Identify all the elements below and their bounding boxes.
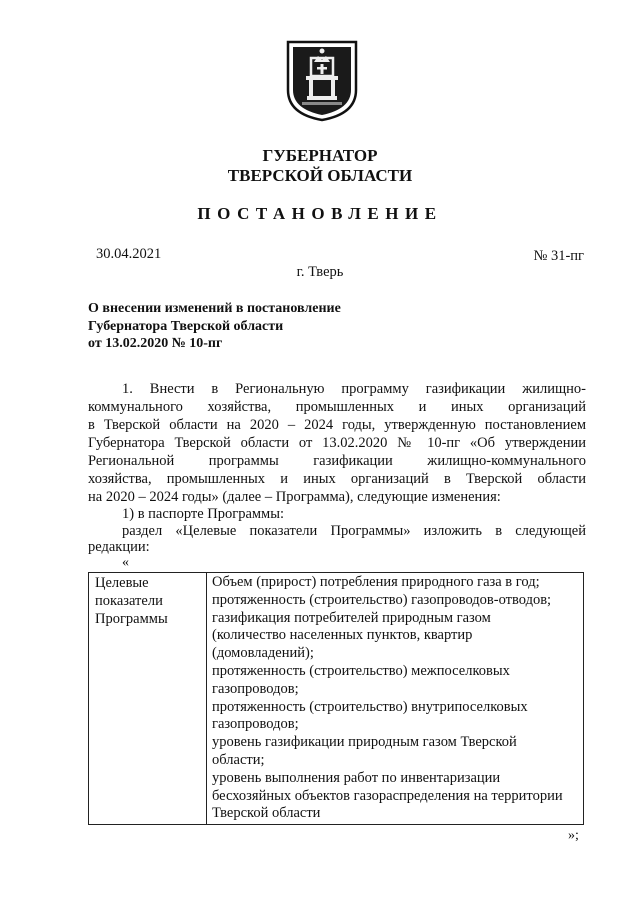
table-value-line: Объем (прирост) потребления природного газа в год; [212, 574, 540, 590]
document-date: 30.04.2021 [96, 246, 162, 262]
body-line: коммунального хозяйства, промышленных и иных организаций [88, 399, 586, 415]
document-number: № 31-пг [533, 248, 584, 264]
table-label-line: Программы [95, 611, 168, 628]
subject-line: от 13.02.2020 № 10-пг [88, 336, 223, 351]
table-value-line: газопроводов; [212, 680, 299, 697]
table-value-line: уровень выполнения работ по инвентаризации [212, 769, 501, 786]
body-line: в Тверской области на 2020 – 2024 годы, утвержденную постановлением [88, 417, 586, 433]
table-value-line: бесхозяйных объектов газораспределения на территории [212, 787, 563, 804]
body-line: 1. Внести в Региональную программу газификации жилищно- [122, 381, 586, 397]
table-value-line: уровень газификации природным газом Тверской [212, 734, 517, 751]
body-line: хозяйства, промышленных и иных организаций в Тверской области [88, 471, 586, 487]
table-label-line: показатели [95, 593, 163, 610]
table-value-line: (количество населенных пунктов, квартир [212, 627, 473, 644]
table-value-line: Тверской области [212, 805, 321, 822]
table-value-line: области; [212, 751, 265, 768]
body-line: 1) в паспорте Программы: [122, 506, 284, 522]
document-subject [88, 300, 341, 353]
body-line: редакции: [88, 539, 150, 555]
issuer-title: ГУБЕРНАТОР [262, 146, 378, 165]
body-line: Региональной программы газификации жилищно-коммунального [88, 453, 586, 469]
document-city: г. Тверь [296, 264, 344, 280]
body-line: на 2020 – 2024 годы» (далее – Программа), следующие изменения: [88, 489, 501, 505]
document-type: ПОСТАНОВЛЕНИЕ [197, 204, 443, 223]
table-value-line: газификация потребителей природным газом [212, 609, 491, 626]
table-label-line: Целевые [95, 575, 149, 591]
body-line: раздел «Целевые показатели Программы» изложить в следующей [122, 523, 586, 539]
subject-line: О внесении изменений в постановление [88, 301, 341, 316]
table-label-cell [95, 574, 168, 629]
body-line: Губернатора Тверской области от 13.02.2020 № 10-пг «Об утверждении [88, 435, 586, 451]
table-value-line: газопроводов; [212, 716, 299, 733]
tver-coat-of-arms-icon [284, 38, 360, 122]
table-value-line: протяженность (строительство) газопроводов-отводов; [212, 591, 552, 608]
subject-line: Губернатора Тверской области [88, 318, 284, 334]
table-value-line: протяженность (строительство) межпоселковых [212, 662, 510, 679]
table-value-cell [212, 574, 563, 823]
table-column-divider [206, 572, 207, 825]
quote-open: « [122, 555, 129, 570]
issuer-region: ТВЕРСКОЙ ОБЛАСТИ [227, 166, 413, 185]
quote-close: »; [568, 828, 579, 843]
table-value-line: (домовладений); [212, 645, 314, 662]
table-value-line: протяженность (строительство) внутрипоселковых [212, 698, 528, 715]
